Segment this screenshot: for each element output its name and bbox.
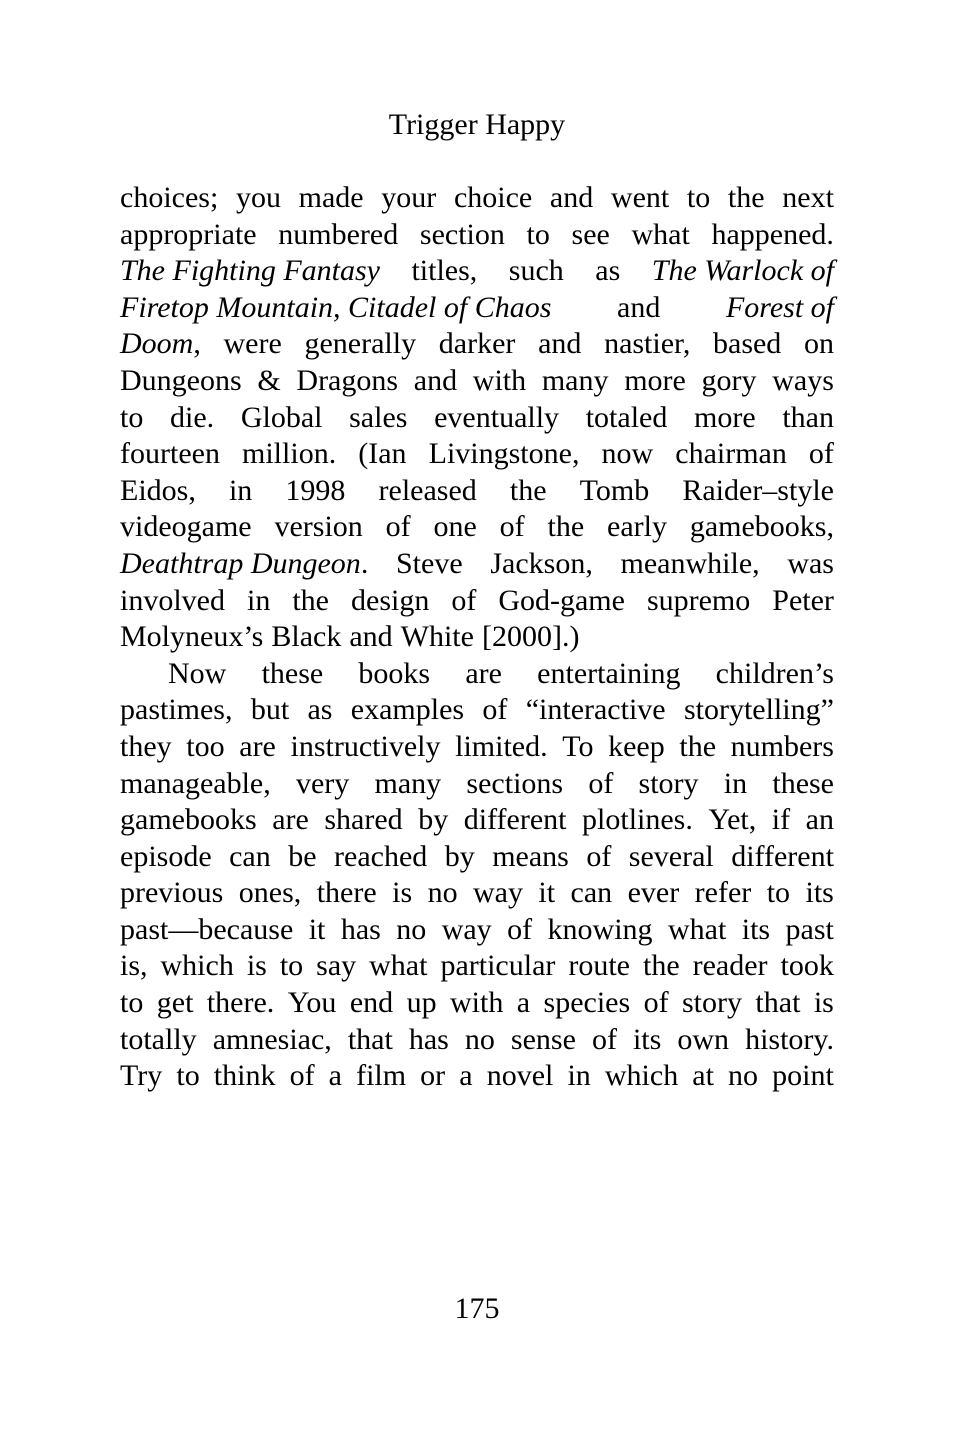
text-line: episode can be reached by means of several different [120, 839, 834, 873]
text-line: The Fighting Fantasy titles, such as The Warlock of [120, 253, 834, 290]
text-line: fourteen million. (Ian Livingstone, now chairman of [120, 437, 834, 471]
text-line: manageable, very many sections of story in these [120, 766, 834, 800]
text-line: Deathtrap Dungeon. Steve Jackson, meanwhile, was [120, 546, 834, 580]
text-line: pastimes, but as examples of “interactive storytelling” [120, 693, 834, 727]
text-line: to get there. You end up with a species of story that is [120, 986, 834, 1020]
text-line: Now these books are entertaining children’s [168, 656, 834, 690]
book-title: Doom [120, 327, 194, 361]
text-line: totally amnesiac, that has no sense of its own history. [120, 1022, 834, 1056]
text-line: past—because it has no way of knowing what its past [120, 912, 834, 946]
book-series-title: The Fighting Fantasy [120, 254, 380, 288]
page-number: 175 [454, 1292, 500, 1325]
text-line: to die. Global sales eventually totaled more than [120, 400, 834, 434]
book-title: Forest of [725, 290, 834, 324]
text-line: appropriate numbered section to see what happened. [120, 217, 834, 251]
running-head: Trigger Happy [388, 108, 566, 141]
text-line: gamebooks are shared by different plotlines. Yet, if an [120, 803, 834, 837]
book-title: The Warlock of [651, 254, 834, 288]
text-line: choices; you made your choice and went to the next [120, 181, 834, 214]
text-line: videogame version of one of the early gamebooks, [120, 510, 834, 544]
text-line: Try to think of a film or a novel in which at no point [120, 1059, 834, 1093]
text-line: involved in the design of God-game supremo Peter [120, 583, 834, 617]
book-title: Firetop Mountain, Citadel of Chaos [120, 290, 552, 324]
book-title: Deathtrap Dungeon [120, 546, 361, 580]
text-line: Molyneux’s Black and White [2000].) [120, 620, 580, 654]
text-line: Eidos, in 1998 released the Tomb Raider–style [120, 473, 834, 507]
text-line: previous ones, there is no way it can ever refer to its [120, 876, 834, 910]
text-line: Doom, were generally darker and nastier, based on [120, 327, 834, 361]
text-line: Dungeons & Dragons and with many more gory ways [120, 363, 834, 397]
text-line: they too are instructively limited. To keep the numbers [120, 729, 834, 763]
text-line: is, which is to say what particular route the reader took [120, 949, 834, 983]
body-text [120, 180, 834, 1095]
text-line: Firetop Mountain, Citadel of Chaos and Forest of [120, 290, 834, 327]
